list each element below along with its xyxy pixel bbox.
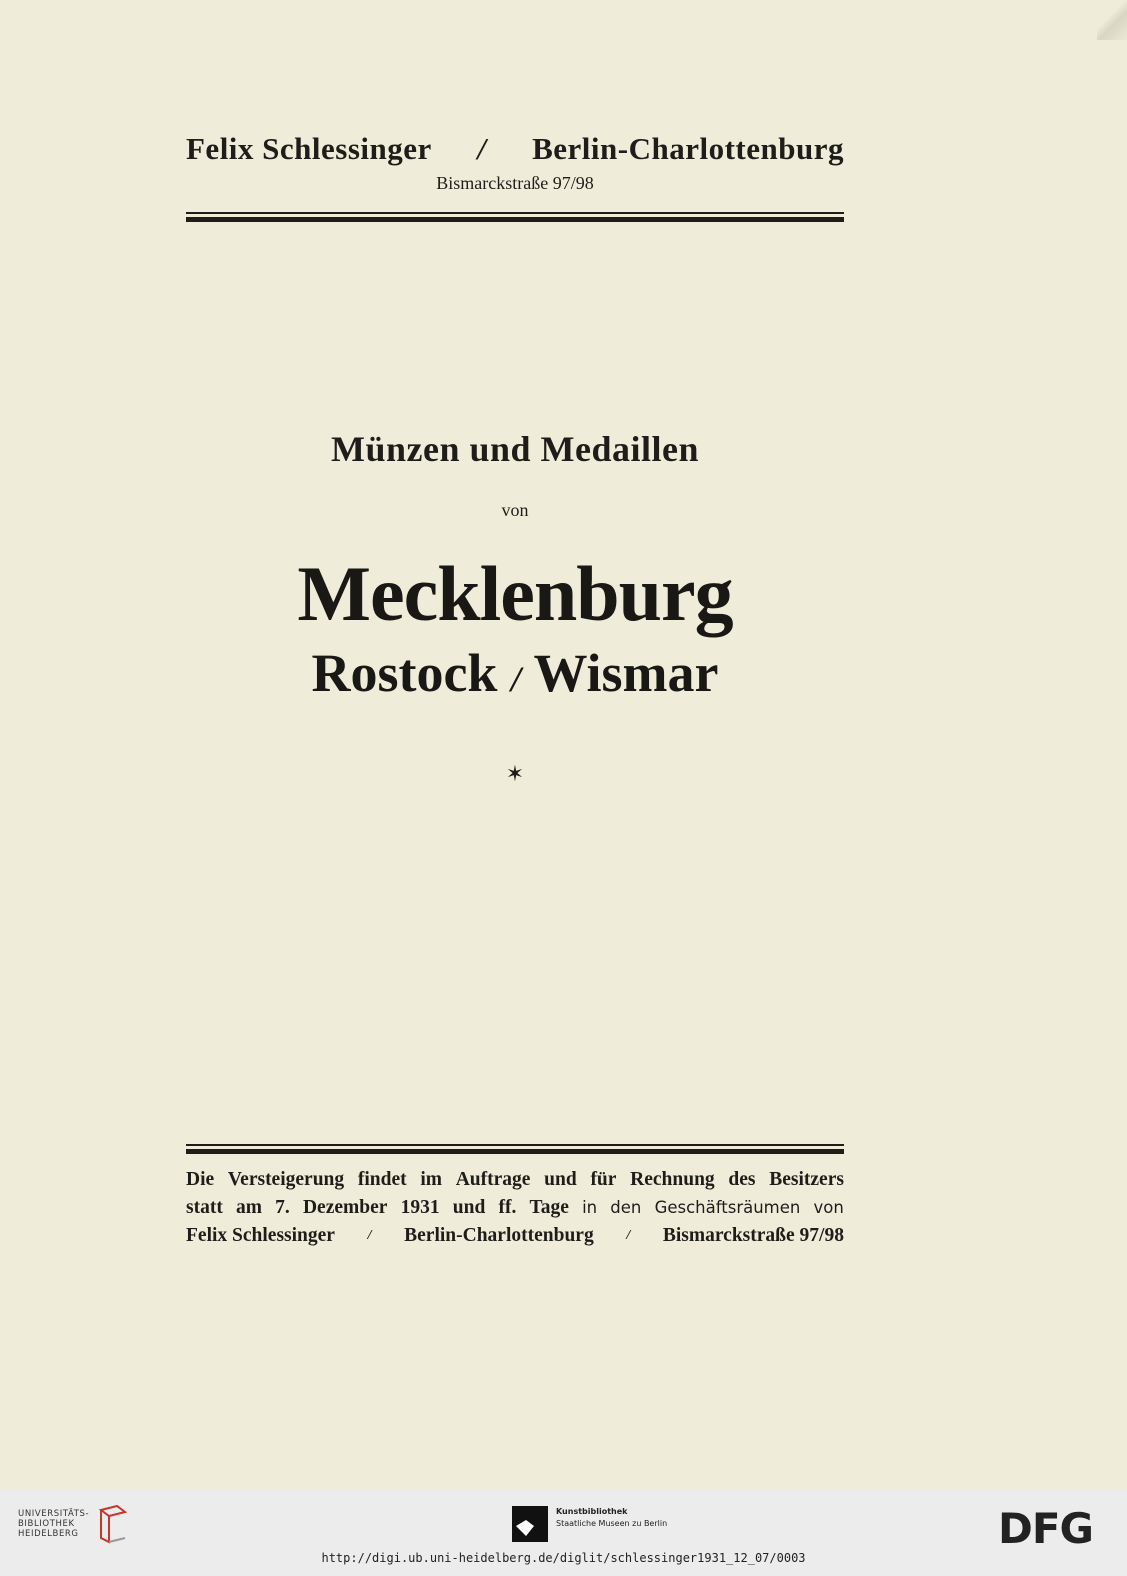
header-rule-thick — [186, 217, 844, 222]
catalog-von: von — [501, 500, 529, 520]
footer-rule-thick — [186, 1149, 844, 1154]
notice-house-name: Felix Schlessinger — [186, 1225, 335, 1246]
notice-word: Tage — [529, 1197, 569, 1218]
notice-word: Geschäftsräumen — [654, 1198, 801, 1217]
header-line — [186, 128, 844, 170]
kunstbibliothek-logo-text — [556, 1506, 667, 1530]
notice-house-city: Berlin-Charlottenburg — [404, 1225, 594, 1246]
notice-word: im — [420, 1169, 442, 1190]
notice-word: Die — [186, 1169, 215, 1190]
notice-word: findet — [357, 1169, 407, 1190]
notice-line-1 — [186, 1166, 844, 1194]
notice-word: ff. — [498, 1197, 517, 1218]
notice-word: Rechnung — [630, 1169, 715, 1190]
ub-heidelberg-logo-text — [18, 1509, 89, 1539]
place-rostock: Rostock — [311, 643, 498, 703]
notice-line-2 — [186, 1194, 844, 1222]
notice-word: Versteigerung — [227, 1169, 345, 1190]
header-separator: / — [477, 131, 487, 166]
auction-notice — [186, 1166, 844, 1250]
auction-house-city: Berlin-Charlottenburg — [532, 131, 844, 166]
notice-house-address: Bismarckstraße 97/98 — [662, 1225, 844, 1246]
ub-logo-line: UNIVERSITÄTS- — [18, 1509, 90, 1519]
notice-word: in — [582, 1198, 598, 1217]
ub-logo-line: BIBLIOTHEK — [18, 1519, 75, 1529]
kunstbibliothek-icon — [512, 1506, 548, 1542]
footer-rule-thin — [186, 1144, 844, 1146]
catalog-subtitle: Münzen und Medaillen — [330, 429, 700, 469]
notice-word: den — [610, 1198, 642, 1217]
catalog-places — [186, 640, 844, 712]
kb-logo-line-2: Staatliche Museen zu Berlin — [556, 1519, 668, 1528]
notice-word: 1931 — [400, 1197, 440, 1218]
kunstbibliothek-logo[interactable] — [512, 1506, 667, 1542]
ub-heidelberg-logo[interactable] — [18, 1504, 129, 1544]
places-separator: / — [510, 659, 521, 699]
dfg-logo[interactable]: DFG — [998, 1504, 1094, 1553]
notice-word: von — [813, 1198, 844, 1217]
place-wismar: Wismar — [533, 643, 719, 703]
notice-word: 7. — [275, 1197, 290, 1218]
star-ornament: ✶ — [505, 762, 525, 787]
notice-word: des — [728, 1169, 756, 1190]
ub-heidelberg-icon — [97, 1504, 129, 1544]
auction-house-address: Bismarckstraße 97/98 — [436, 173, 594, 193]
notice-line-3 — [186, 1222, 844, 1250]
page-url[interactable]: http://digi.ub.uni-heidelberg.de/diglit/schlessinger1931_12_07/0003 — [321, 1551, 806, 1565]
auction-house-header — [186, 128, 844, 194]
notice-word: und — [452, 1197, 486, 1218]
notice-word: Dezember — [302, 1197, 388, 1218]
auction-house-name: Felix Schlessinger — [186, 131, 432, 166]
ub-logo-line: HEIDELBERG — [18, 1529, 79, 1539]
header-rule-thin — [186, 212, 844, 214]
notice-word: für — [590, 1169, 617, 1190]
kb-logo-line-1: Kunstbibliothek — [556, 1507, 628, 1516]
notice-separator: / — [367, 1228, 372, 1243]
notice-word: statt — [186, 1197, 223, 1218]
notice-separator: / — [626, 1228, 631, 1243]
catalog-title: Mecklenburg — [297, 550, 733, 637]
notice-word: Besitzers — [769, 1169, 844, 1190]
notice-word: am — [236, 1197, 262, 1218]
page-curl — [1097, 0, 1127, 40]
notice-word: und — [544, 1169, 577, 1190]
notice-word: Auftrage — [455, 1169, 531, 1190]
